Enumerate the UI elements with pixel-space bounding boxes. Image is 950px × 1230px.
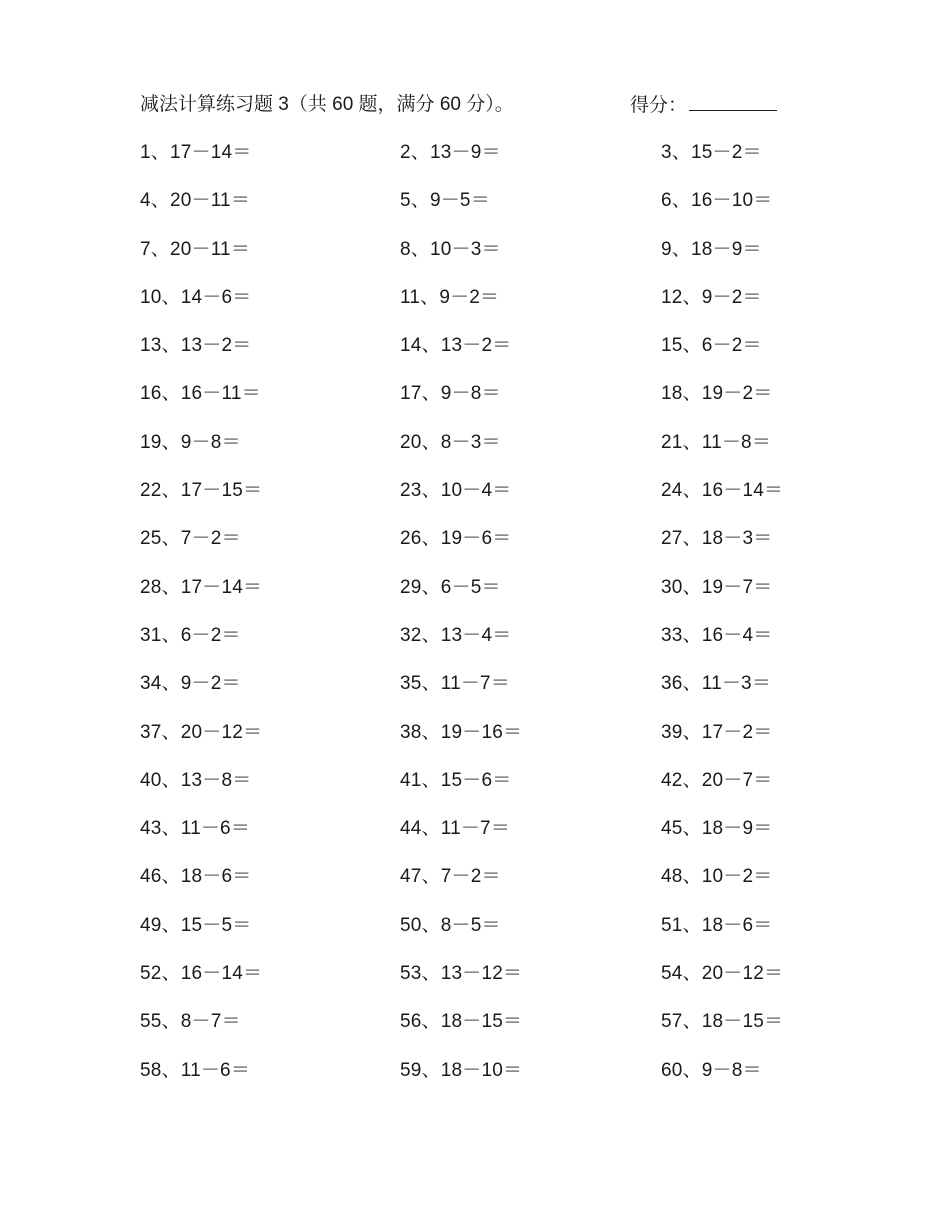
problem-item: 1、17－14＝ xyxy=(140,142,252,163)
problem-item: 33、16－4＝ xyxy=(661,624,773,646)
problem-item: 17、9－8＝ xyxy=(400,383,501,405)
problem-item: 34、9－2＝ xyxy=(140,673,241,695)
problem-item: 23、10－4＝ xyxy=(400,480,512,502)
problem-row xyxy=(140,1056,840,1104)
problem-row xyxy=(140,138,840,186)
problem-item: 16、16－11＝ xyxy=(140,383,261,405)
problem-grid xyxy=(140,138,840,1104)
problem-item: 3、15－2＝ xyxy=(661,142,762,163)
problem-item: 22、17－15＝ xyxy=(140,480,263,502)
problem-row xyxy=(140,862,840,910)
problem-item: 43、11－6＝ xyxy=(140,818,251,840)
problem-row xyxy=(140,814,840,862)
problem-row xyxy=(140,331,840,379)
problem-row xyxy=(140,476,840,524)
problem-item: 40、13－8＝ xyxy=(140,769,252,791)
problem-item: 41、15－6＝ xyxy=(400,769,512,791)
problem-item: 58、11－6＝ xyxy=(140,1059,251,1081)
problem-item: 15、6－2＝ xyxy=(661,335,762,357)
problem-row xyxy=(140,1007,840,1055)
problem-item: 6、16－10＝ xyxy=(661,190,773,212)
problem-item: 54、20－12＝ xyxy=(661,963,784,985)
problem-item: 36、11－3＝ xyxy=(661,673,772,695)
problem-item: 25、7－2＝ xyxy=(140,528,241,550)
problem-item: 39、17－2＝ xyxy=(661,721,773,743)
problem-item: 19、9－8＝ xyxy=(140,431,241,453)
problem-item: 29、6－5＝ xyxy=(400,576,501,598)
problem-item: 5、9－5＝ xyxy=(400,190,490,212)
score-blank-line xyxy=(689,90,777,111)
problem-item: 56、18－15＝ xyxy=(400,1011,523,1033)
problem-item: 8、10－3＝ xyxy=(400,238,501,260)
problem-item: 4、20－11＝ xyxy=(140,190,251,212)
problem-item: 18、19－2＝ xyxy=(661,383,773,405)
problem-item: 9、18－9＝ xyxy=(661,238,762,260)
problem-item: 48、10－2＝ xyxy=(661,866,773,888)
problem-item: 28、17－14＝ xyxy=(140,576,263,598)
problem-item: 44、11－7＝ xyxy=(400,818,511,840)
problem-row xyxy=(140,959,840,1007)
problem-item: 35、11－7＝ xyxy=(400,673,511,695)
problem-row xyxy=(140,669,840,717)
problem-item: 60、9－8＝ xyxy=(661,1059,762,1081)
problem-item: 11、9－2＝ xyxy=(400,286,500,308)
problem-row xyxy=(140,524,840,572)
problem-item: 30、19－7＝ xyxy=(661,576,773,598)
problem-row xyxy=(140,235,840,283)
problem-item: 49、15－5＝ xyxy=(140,914,252,936)
problem-item: 14、13－2＝ xyxy=(400,335,512,357)
problem-row xyxy=(140,573,840,621)
problem-row xyxy=(140,718,840,766)
page-title: 减法计算练习题 3（共 60 题，满分 60 分）。 xyxy=(140,94,514,115)
problem-item: 2、13－9＝ xyxy=(400,142,501,163)
problem-item: 13、13－2＝ xyxy=(140,335,252,357)
problem-item: 7、20－11＝ xyxy=(140,238,251,260)
problem-item: 24、16－14＝ xyxy=(661,480,784,502)
problem-item: 51、18－6＝ xyxy=(661,914,773,936)
problem-item: 37、20－12＝ xyxy=(140,721,263,743)
problem-item: 45、18－9＝ xyxy=(661,818,773,840)
problem-row xyxy=(140,428,840,476)
problem-item: 46、18－6＝ xyxy=(140,866,252,888)
score-label: 得分： xyxy=(630,95,688,116)
problem-item: 42、20－7＝ xyxy=(661,769,773,791)
problem-item: 26、19－6＝ xyxy=(400,528,512,550)
problem-item: 50、8－5＝ xyxy=(400,914,501,936)
problem-item: 55、8－7＝ xyxy=(140,1011,241,1033)
problem-item: 10、14－6＝ xyxy=(140,286,252,308)
problem-item: 52、16－14＝ xyxy=(140,963,263,985)
problem-item: 12、9－2＝ xyxy=(661,286,762,308)
problem-item: 20、8－3＝ xyxy=(400,431,501,453)
problem-item: 59、18－10＝ xyxy=(400,1059,523,1081)
problem-row xyxy=(140,379,840,427)
problem-item: 32、13－4＝ xyxy=(400,624,512,646)
problem-item: 31、6－2＝ xyxy=(140,624,241,646)
problem-row xyxy=(140,283,840,331)
problem-item: 53、13－12＝ xyxy=(400,963,523,985)
problem-item: 38、19－16＝ xyxy=(400,721,523,743)
problem-item: 57、18－15＝ xyxy=(661,1011,784,1033)
worksheet-header xyxy=(140,90,840,120)
problem-row xyxy=(140,621,840,669)
problem-item: 27、18－3＝ xyxy=(661,528,773,550)
problem-row xyxy=(140,766,840,814)
score-field xyxy=(630,90,777,121)
problem-item: 47、7－2＝ xyxy=(400,866,501,888)
problem-item: 21、11－8＝ xyxy=(661,431,772,453)
problem-row xyxy=(140,911,840,959)
problem-row xyxy=(140,186,840,234)
